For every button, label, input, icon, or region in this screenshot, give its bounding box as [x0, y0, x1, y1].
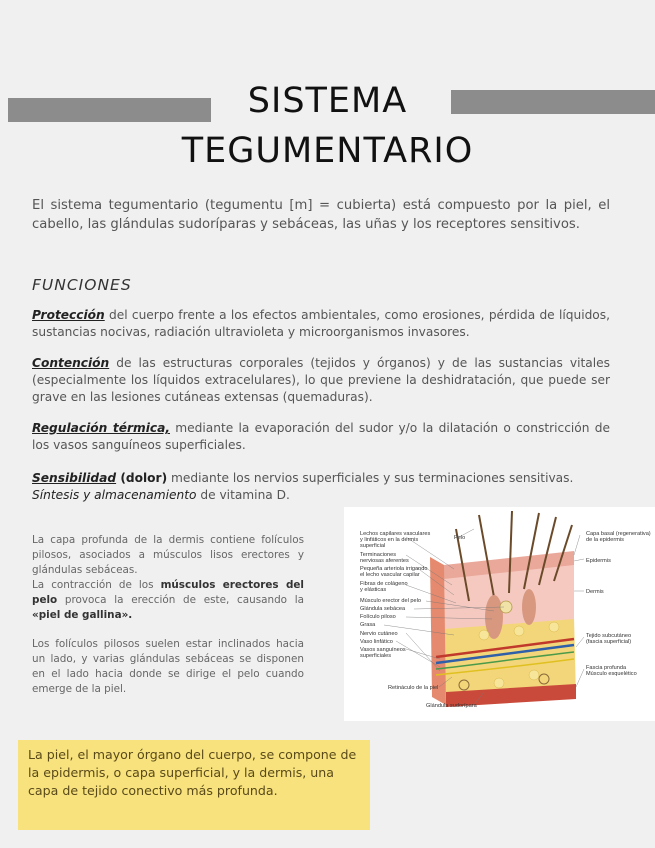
figure-label: Fibras de colágeno [360, 581, 408, 587]
title-line-2: TEGUMENTARIO [181, 131, 474, 171]
figure-label: Folículo piloso [360, 614, 396, 620]
title-line-1: SISTEMA [247, 81, 408, 121]
figure-label: (fascia superficial) [586, 639, 632, 645]
side-note-1: La capa profunda de la dermis contiene folículos pilosos, asociados a músculos lisos erectores y glándulas sebáceas. [32, 534, 304, 576]
function-text: del cuerpo frente a los efectos ambientales, como erosiones, pérdida de líquidos, sustancias nocivas, radiación ultravioleta y microorganismos invasores. [32, 308, 610, 339]
function-item-regulacion [32, 420, 610, 454]
function-keyword: Síntesis y almacenamiento [32, 488, 197, 502]
figure-label: Pequeña arteriola irrigando [360, 566, 428, 572]
figure-label: Músculo erector del pelo [360, 598, 421, 604]
function-keyword: Sensibilidad [32, 471, 117, 485]
figure-label: Lechos capilares vasculares [360, 531, 431, 537]
figure-label-pelo: Pelo [454, 535, 466, 541]
figure-label: Vasos sanguíneos [360, 647, 406, 653]
page-title [150, 80, 505, 172]
function-keyword: Protección [32, 308, 105, 322]
function-item-proteccion [32, 307, 610, 341]
intro-paragraph: El sistema tegumentario (tegumentu [m] = cubierta) está compuesto por la piel, el cabello, las glándulas sudoríparas y sebáceas, las uñas y los receptores sensitivos. [32, 198, 610, 232]
figure-label: Terminaciones [360, 552, 397, 558]
function-text: mediante los nervios superficiales y sus terminaciones sensitivas. [167, 471, 574, 485]
function-text: de las estructuras corporales (tejidos y órganos) y de las sustancias vitales (especialmente los líquidos extracelulares), lo que previene la deshidratación, que puede ser grave en las lesiones cutáneas extensas (quemaduras). [32, 356, 610, 404]
side-note-2 [32, 578, 304, 623]
figure-label: nerviosas aferentes [360, 558, 409, 564]
figure-label: Epidermis [586, 558, 611, 564]
function-keyword-2: (dolor) [116, 471, 168, 485]
figure-label: Nervio cutáneo [360, 631, 398, 637]
figure-label: Vaso linfático [360, 639, 393, 645]
functions-heading: FUNCIONES [32, 276, 132, 294]
function-keyword: Regulación térmica, [32, 421, 170, 435]
figure-label: el lecho vascular capilar [360, 572, 420, 578]
side-notes [32, 533, 304, 697]
figure-label: de la epidermis [586, 537, 624, 543]
side-note-2-text-b: provoca la erección de este, causando la [57, 594, 304, 606]
side-note-3: Los folículos pilosos suelen estar inclinados hacia un lado, y varias glándulas sebáceas se disponen en el lado hacia donde se dirige el pelo cuando emerge de la piel. [32, 638, 304, 695]
function-item-sensibilidad [32, 470, 610, 504]
side-note-2-bold-2: «piel de gallina». [32, 609, 133, 621]
figure-label: y elásticas [360, 587, 387, 593]
side-note-2-text-a: La contracción de los [32, 579, 161, 591]
figure-label: Glándula sudorípara [426, 703, 477, 709]
summary-note: La piel, el mayor órgano del cuerpo, se compone de la epidermis, o capa superficial, y la dermis, una capa de tejido conectivo más profunda. [18, 740, 370, 830]
figure-label: superficial [360, 543, 386, 549]
figure-label: Glándula sebácea [360, 606, 406, 612]
skin-anatomy-figure [344, 507, 655, 721]
figure-label: Capa basal (regenerativa) [586, 531, 651, 537]
figure-label: Tejido subcutáneo [586, 633, 632, 639]
figure-label: Dermis [586, 589, 604, 595]
function-keyword: Contención [32, 356, 110, 370]
figure-label: Grasa [360, 622, 376, 628]
function-text: de vitamina D. [196, 488, 290, 502]
figure-label: y linfáticos en la dermis [360, 537, 419, 543]
figure-label: Fascia profunda [586, 665, 627, 671]
function-text: mediante la evaporación del sudor y/o la dilatación o constricción de los vasos sanguíneos superficiales. [32, 421, 610, 452]
figure-label: superficiales [360, 653, 392, 659]
function-item-contencion [32, 355, 610, 406]
side-note-2-bold: músculos erectores del pelo [32, 579, 304, 606]
figure-label: Músculo esquelético [586, 671, 637, 677]
figure-label: Retináculo de la piel [388, 685, 439, 691]
skin-anatomy-illustration [344, 507, 655, 721]
